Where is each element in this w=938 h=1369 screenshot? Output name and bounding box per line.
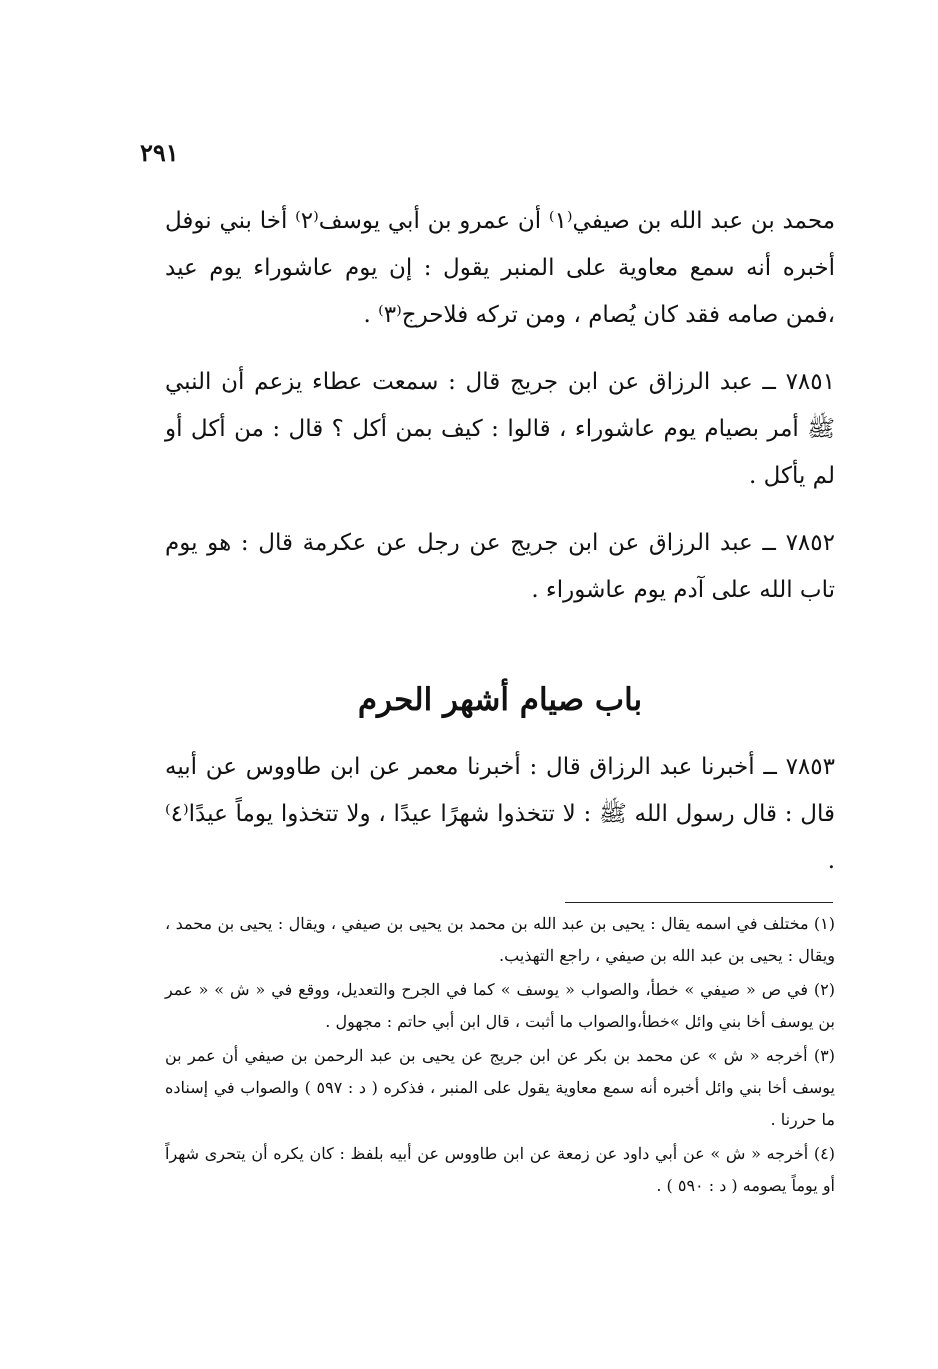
- footnote-1: (١) مختلف في اسمه يقال : يحيى بن عبد الله بن محمد بن يحيى بن صيفي ، ويقال : يحيى بن محمد ، ويقال : يحيى بن عبد الله بن صيفي ، راجع التهذيب.: [165, 914, 835, 965]
- footnote-2: (٢) في ص « صيفي » خطأ، والصواب « يوسف » كما في الجرح والتعديل، ووقع في « ش » « عمر بن يوسف أخا بني وائل »خطأ،والصواب ما أثبت ، قال ابن أبي حاتم : مجهول .: [165, 980, 835, 1031]
- hadith-7851: ٧٨٥١ ــ عبد الرزاق عن ابن جريج قال : سمعت عطاء يزعم أن النبي ﷺ أمر بصيام يوم عاشوراء ، قالوا : كيف بمن أكل ؟ قال : من أكل أو لم يأكل .: [165, 369, 835, 489]
- hadith-7852: ٧٨٥٢ ــ عبد الرزاق عن ابن جريج عن رجل عن عكرمة قال : هو يوم تاب الله على آدم يوم عاشوراء .: [165, 530, 835, 603]
- section-heading: باب صيام أشهر الحرم: [357, 682, 643, 718]
- footnotes: [165, 908, 835, 1202]
- hadith-7853: ٧٨٥٣ ــ أخبرنا عبد الرزاق قال : أخبرنا معمر عن ابن طاووس عن أبيه قال : قال رسول الله ﷺ : لا تتخذوا شهرًا عيدًا ، ولا تتخذوا يوماً عيدًا⁽٤⁾ .: [165, 754, 835, 874]
- footnote-3: (٣) أخرجه « ش » عن محمد بن بكر عن ابن جريج عن يحيى بن عبد الرحمن بن صيفي أن عمر بن يوسف أخا بني وائل أخبره أنه سمع معاوية يقول على المنبر ، فذكره ( د : ٥٩٧ ) والصواب في إسناده ما حررنا .: [165, 1046, 836, 1129]
- footnote-divider: [565, 902, 833, 903]
- footnote-4: (٤) أخرجه « ش » عن أبي داود عن زمعة عن ابن طاووس عن أبيه بلفظ : كان يكره أن يتحرى شهراً أو يوماً يصومه ( د : ٥٩٠ ) .: [165, 1144, 836, 1195]
- paragraph: محمد بن عبد الله بن صيفي⁽١⁾ أن عمرو بن أبي يوسف⁽٢⁾ أخا بني نوفل أخبره أنه سمع معاوية على المنبر يقول : إن يوم عاشوراء يوم عيد ،فمن صامه فقد كان يُصام ، ومن تركه فلاحرج⁽٣⁾ .: [165, 208, 836, 328]
- main-text: [165, 198, 835, 885]
- page-number: ٢٩١: [140, 138, 179, 167]
